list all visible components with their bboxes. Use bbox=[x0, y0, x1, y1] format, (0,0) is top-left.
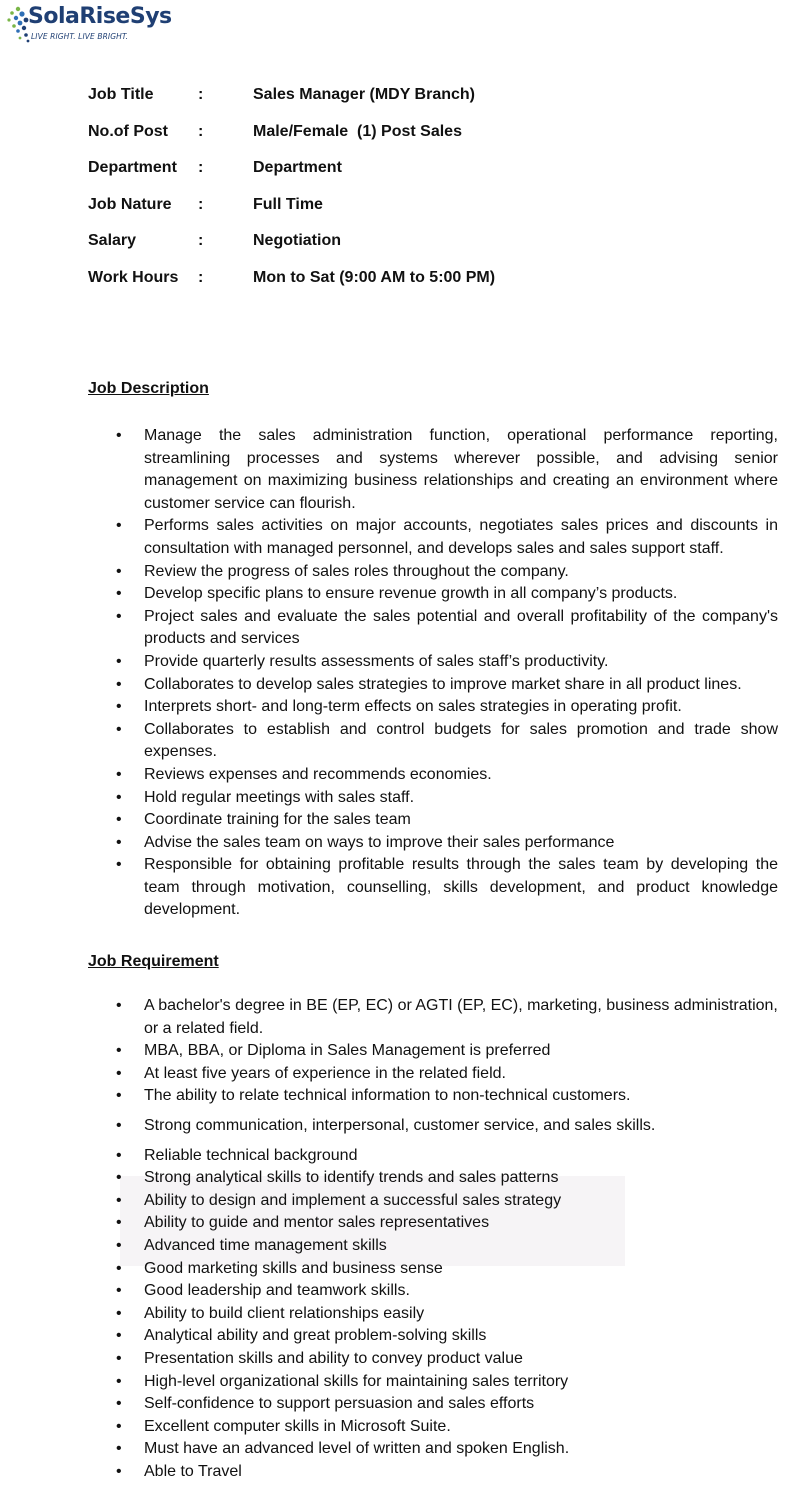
list-item: • Responsible for obtaining profitable results through the sales team by developing the team through motivation, counselling, skills development, and product knowledge development. bbox=[116, 854, 778, 922]
info-label: Job Nature bbox=[88, 195, 172, 213]
info-value: Negotiation bbox=[253, 232, 341, 249]
list-item: • Develop specific plans to ensure revenue growth in all company’s products. bbox=[116, 583, 778, 606]
list-item: • Hold regular meetings with sales staff. bbox=[116, 787, 778, 810]
list-item: • Collaborates to establish and control budgets for sales promotion and trade show expenses. bbox=[116, 719, 778, 764]
info-value: Department bbox=[253, 159, 342, 176]
list-item: • Able to Travel bbox=[116, 1461, 778, 1484]
list-item: • Manage the sales administration function, operational performance reporting, streamlining processes and systems wherever possible, and advising senior management on maximizing business relationships and creating an environment where customer service can flourish. bbox=[116, 425, 778, 515]
info-value: Sales Manager (MDY Branch) bbox=[253, 86, 475, 103]
list-item: • Coordinate training for the sales team bbox=[116, 809, 778, 832]
list-item: • Provide quarterly results assessments of sales staff’s productivity. bbox=[116, 651, 778, 674]
list-item: • Must have an advanced level of written and spoken English. bbox=[116, 1438, 778, 1461]
info-label: Department bbox=[88, 159, 177, 176]
list-item: • Collaborates to develop sales strategies to improve market share in all product lines. bbox=[116, 674, 778, 697]
info-row-job-nature bbox=[88, 196, 728, 233]
info-colon: : bbox=[198, 159, 204, 176]
list-item: • Advise the sales team on ways to improve their sales performance bbox=[116, 832, 778, 855]
list-item: • Strong communication, interpersonal, customer service, and sales skills. bbox=[116, 1115, 778, 1138]
job-requirement-heading: Job Requirement bbox=[88, 953, 219, 970]
list-item: • Interprets short- and long-term effects on sales strategies in operating profit. bbox=[116, 696, 778, 719]
list-item: • Ability to design and implement a successful sales strategy bbox=[116, 1190, 778, 1213]
list-item: • Project sales and evaluate the sales potential and overall profitability of the company's products and services bbox=[116, 606, 778, 651]
list-item: • Advanced time management skills bbox=[116, 1235, 778, 1258]
list-item: • At least five years of experience in the related field. bbox=[116, 1063, 778, 1086]
company-logo bbox=[6, 2, 206, 46]
list-item: • Good marketing skills and business sense bbox=[116, 1258, 778, 1281]
list-item: • Good leadership and teamwork skills. bbox=[116, 1280, 778, 1303]
list-item: • Strong analytical skills to identify trends and sales patterns bbox=[116, 1167, 778, 1190]
job-description-heading: Job Description bbox=[88, 380, 209, 397]
list-item: • Analytical ability and great problem-solving skills bbox=[116, 1325, 778, 1348]
job-info-table bbox=[88, 86, 728, 305]
info-value: Full Time bbox=[253, 195, 323, 213]
info-row-no-of-post bbox=[88, 123, 728, 160]
logo-name: SolaRiseSys bbox=[28, 4, 172, 29]
info-label: Work Hours bbox=[88, 268, 179, 286]
info-row-job-title bbox=[88, 86, 728, 123]
info-colon: : bbox=[198, 195, 204, 213]
info-label: Job Title bbox=[88, 86, 154, 103]
list-item: • Reliable technical background bbox=[116, 1145, 778, 1168]
logo-tagline: LIVE RIGHT. LIVE BRIGHT. bbox=[31, 32, 129, 41]
list-item: • Self-confidence to support persuasion and sales efforts bbox=[116, 1393, 778, 1416]
list-item: • The ability to relate technical information to non-technical customers. bbox=[116, 1085, 778, 1108]
list-item: • Ability to guide and mentor sales representatives bbox=[116, 1212, 778, 1235]
list-item: • MBA, BBA, or Diploma in Sales Management is preferred bbox=[116, 1040, 778, 1063]
job-description-list bbox=[116, 425, 778, 922]
info-colon: : bbox=[198, 86, 204, 103]
info-value: Male/Female (1) Post Sales bbox=[253, 122, 462, 140]
list-item: • Ability to build client relationships easily bbox=[116, 1303, 778, 1326]
list-item: • Review the progress of sales roles throughout the company. bbox=[116, 561, 778, 584]
info-row-work-hours bbox=[88, 269, 728, 306]
info-colon: : bbox=[198, 268, 204, 286]
list-item: • Excellent computer skills in Microsoft Suite. bbox=[116, 1416, 778, 1439]
list-item: • Performs sales activities on major accounts, negotiates sales prices and discounts in consultation with managed personnel, and develops sales and sales support staff. bbox=[116, 515, 778, 560]
list-item: • Reviews expenses and recommends economies. bbox=[116, 764, 778, 787]
list-item: • Presentation skills and ability to convey product value bbox=[116, 1348, 778, 1371]
job-requirement-list bbox=[116, 995, 778, 1483]
list-item: • High-level organizational skills for maintaining sales territory bbox=[116, 1371, 778, 1394]
list-item: • A bachelor's degree in BE (EP, EC) or AGTI (EP, EC), marketing, business administration, or a related field. bbox=[116, 995, 778, 1040]
info-colon: : bbox=[198, 232, 204, 249]
info-label: Salary bbox=[88, 232, 137, 249]
info-colon: : bbox=[198, 122, 204, 140]
info-row-salary bbox=[88, 232, 728, 269]
info-value: Mon to Sat (9:00 AM to 5:00 PM) bbox=[253, 268, 496, 286]
info-row-department bbox=[88, 159, 728, 196]
info-label: No.of Post bbox=[88, 122, 168, 140]
